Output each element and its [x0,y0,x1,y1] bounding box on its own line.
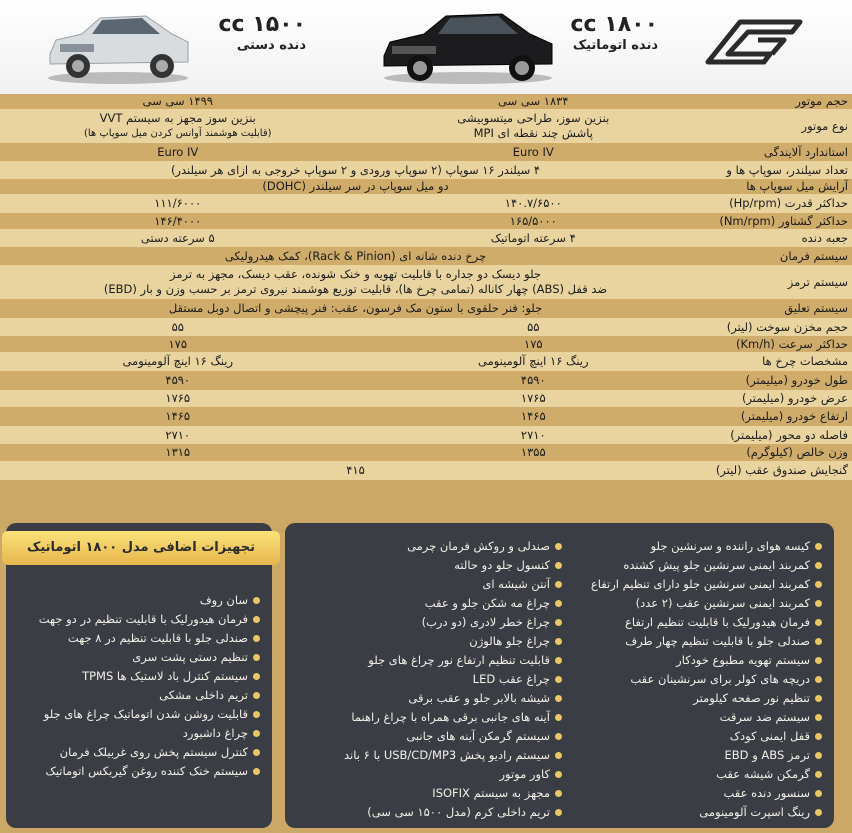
feature-text: تریم داخلی مشکی [159,688,248,702]
spec-row [0,143,852,161]
feature-text: مجهز به سیستم ISOFIX [432,786,550,800]
model-1800-gearbox: دنده اتوماتیک [572,38,658,53]
spec-value-1500 [0,194,356,213]
feature-text: قابلیت روشن شدن اتوماتیک چراغ های جلو [43,707,248,721]
standard-features-panel [285,523,834,828]
feature-text: کاور موتور [499,767,550,781]
bullet-icon [555,771,562,778]
spec-label: طول خودرو (میلیمتر) [711,371,852,390]
feature-text: کیسه هوای راننده و سرنشین جلو [650,539,810,553]
feature-text: کنسول جلو دو حالته [454,558,550,572]
bullet-icon [555,600,562,607]
spec-value-1800 [356,371,712,390]
spec-row [0,407,852,426]
spec-label: مشخصات چرخ ها [711,352,852,371]
bullet-icon [815,790,822,797]
spec-value-line: ۱۴۶۵ [165,409,191,423]
feature-item [572,689,822,708]
spec-table [0,94,852,480]
spec-value-line: چرخ دنده شانه ای (Rack & Pinion)، کمک هیدرولیکی [224,248,487,263]
spec-value-line: Euro IV [157,144,199,159]
spec-label: عرض خودرو (میلیمتر) [711,390,852,407]
feature-item [572,575,822,594]
spec-value-1800 [356,318,712,336]
feature-item [10,724,260,743]
spec-row [0,461,852,480]
spec-value-1500 [0,336,356,352]
bullet-icon [555,695,562,702]
spec-value-1800 [356,213,712,229]
feature-item [292,689,562,708]
feature-item [292,575,562,594]
spec-value-1500 [0,229,356,247]
bullet-icon [253,673,260,680]
spec-value-line: ۱۳۱۵ [165,445,191,459]
feature-text: آنتن شیشه ای [482,577,550,591]
spec-label: حجم موتور [711,94,852,109]
spec-value-1800 [356,143,712,161]
feature-text: صندلی جلو با قابلیت تنظیم چهار طرف [625,634,810,648]
feature-text: تنظیم نور صفحه کیلومتر [693,691,810,705]
bullet-icon [815,771,822,778]
spec-value-1500 [0,407,356,426]
feature-text: سیستم گرمکن آینه های جانبی [406,729,550,743]
spec-value-line: ۴ سیلندر ۱۶ سوپاپ (۲ سوپاپ ورودی و ۲ سوپاپ خروجی به ازای هر سیلندر) [170,162,541,177]
feature-text: سیستم ضد سرقت [719,710,810,724]
bullet-icon [253,730,260,737]
spec-label: سیستم فرمان [711,247,852,265]
spec-value-line: بنزین سوز مجهز به سیستم VVT [99,111,256,125]
feature-text: فرمان هیدورلیک با قابلیت تنظیم در دو جهت [38,612,248,626]
spec-row [0,179,852,194]
spec-value-line: ۲۷۱۰ [165,427,191,442]
feature-item [572,537,822,556]
spec-label: سیستم ترمز [711,265,852,299]
model-1800-cc: ۱۸۰۰ cc [570,12,658,37]
feature-item [10,743,260,762]
bullet-icon [253,654,260,661]
bullet-icon [815,619,822,626]
model-1500-gearbox: دنده دستی [236,38,306,53]
bullet-icon [815,695,822,702]
spec-value-both [0,179,711,194]
feature-text: کمربند ایمنی سرنشین جلو دارای تنظیم ارتفاع [590,577,810,591]
bullet-icon [555,581,562,588]
feature-text: رینگ اسپرت آلومینومی [699,805,810,819]
feature-text: قابلیت تنظیم ارتفاع نور چراغ های جلو [368,653,550,667]
bullet-icon [253,635,260,642]
feature-item [572,613,822,632]
bullet-icon [815,676,822,683]
spec-label: فاصله دو محور (میلیمتر) [711,426,852,444]
spec-row [0,426,852,444]
extras-panel [6,523,272,828]
spec-value-line: ضد قفل (ABS) چهار کاناله (تمامی چرخ ها)، قابلیت توزیع هوشمند نیروی ترمز بر حسب وزن و بار (EBD) [103,282,608,296]
spec-value-line: ۱۷۵ [168,336,188,351]
bullet-icon [555,714,562,721]
feature-text: چراغ خطر لادری (دو درب) [421,615,550,629]
bullet-icon [815,562,822,569]
spec-label: حجم مخزن سوخت (لیتر) [711,318,852,336]
bullet-icon [555,562,562,569]
model-1500 [196,12,306,53]
bullet-icon [253,616,260,623]
spec-value-1800 [356,426,712,444]
spec-value-line: ۴ سرعته اتوماتیک [490,230,576,245]
features-list-1 [572,537,822,822]
feature-text: سیستم رادیو پخش USB/CD/MP3 با ۶ باند [344,748,550,762]
feature-text: سیستم خنک کننده روغن گیربکس اتوماتیک [45,764,248,778]
spec-row [0,194,852,213]
spec-label: تعداد سیلندر، سوپاپ ها و [711,161,852,179]
bullet-icon [555,733,562,740]
spec-value-line: ۴۱۵ [346,463,365,477]
bullet-icon [815,543,822,550]
spec-label: آرایش میل سوپاپ ها [711,179,852,194]
feature-item [292,594,562,613]
spec-row [0,161,852,179]
feature-item [10,667,260,686]
spec-value-line: ۱۷۶۵ [520,391,546,405]
spec-label: وزن خالص (کیلوگرم) [711,444,852,461]
bullet-icon [253,768,260,775]
feature-text: چراغ عقب LED [472,672,550,686]
spec-row [0,94,852,109]
bullet-icon [815,733,822,740]
feature-text: سیستم کنترل باد لاستیک ها TPMS [82,669,248,683]
spec-value-line: ۱۷۵ [524,336,543,351]
feature-item [572,784,822,803]
feature-item [292,651,562,670]
feature-item [10,686,260,705]
spec-value-line: جلو: فنر حلقوی با ستون مک فرسون، عقب: فنر پیچشی و اتصال دوبل مستقل [168,301,543,315]
spec-value-line: ۱۶۵/۵۰۰۰ [509,213,557,228]
spec-value-1500 [0,444,356,461]
feature-item [572,670,822,689]
spec-value-line: Euro IV [512,144,554,159]
spec-value-line: ۵ سرعته دستی [140,230,215,245]
spec-value-both [0,461,711,480]
spec-value-both [0,161,711,179]
spec-row [0,265,852,299]
spec-value-line: دو میل سوپاپ در سر سیلندر (DOHC) [262,179,449,193]
spec-label: حداکثر گشتاور (Nm/rpm) [711,213,852,229]
spec-value-both [0,247,711,265]
feature-item [10,648,260,667]
feature-text: سیستم تهویه مطبوع خودکار [676,653,810,667]
spec-row [0,444,852,461]
spec-value-1800 [356,390,712,407]
spec-value-1500 [0,390,356,407]
spec-label: حداکثر سرعت (Km/h) [711,336,852,352]
feature-text: کمربند ایمنی سرنشین جلو پیش کشنده [623,558,810,572]
car-1800-image [378,4,558,86]
spec-label: ارتفاع خودرو (میلیمتر) [711,407,852,426]
spec-value-1500 [0,352,356,371]
feature-text: کمربند ایمنی سرنشین عقب (۲ عدد) [635,596,810,610]
header-banner [0,0,852,94]
feature-item [10,705,260,724]
spec-row [0,318,852,336]
spec-value-line: ۱۴۹۹ سی سی [142,94,213,108]
spec-value-line: ۱۸۳۴ سی سی [498,94,569,108]
feature-item [10,610,260,629]
spec-label: استاندارد آلایندگی [711,143,852,161]
feature-item [572,708,822,727]
feature-item [572,746,822,765]
extras-list [10,591,260,781]
feature-item [292,556,562,575]
bullet-icon [253,692,260,699]
feature-text: چراغ داشبورد [182,726,248,740]
bullet-icon [555,809,562,816]
spec-value-line: جلو دیسک دو جداره با قابلیت تهویه و خنک شونده، عقب دیسک، مجهز به ترمز [170,267,541,281]
spec-value-line: ۱۳۵۵ [520,445,546,459]
jac-logo-text: JAC [700,14,702,15]
feature-text: صندلی و روکش فرمان چرمی [407,539,550,553]
bullet-icon [815,638,822,645]
bullet-icon [815,809,822,816]
feature-text: فرمان هیدورلیک با قابلیت تنظیم ارتفاع [624,615,810,629]
spec-value-line: ۴۵۹۰ [520,373,546,387]
spec-row [0,247,852,265]
spec-value-1800 [356,336,712,352]
spec-value-line: رینگ ۱۶ اینچ آلومینومی [122,354,234,368]
spec-value-1500 [0,371,356,390]
feature-text: ترمز ABS و EBD [724,748,810,762]
spec-value-line: رینگ ۱۶ اینچ آلومینومی [477,354,589,368]
spec-row [0,229,852,247]
spec-value-1500 [0,109,356,143]
bullet-icon [815,752,822,759]
feature-text: شیشه بالابر جلو و عقب برقی [408,691,550,705]
spec-value-1500 [0,143,356,161]
spec-row [0,299,852,318]
spec-value-line: بنزین سوز، طراحی میتسوبیشی [457,111,610,125]
spec-value-line: ۱۱۱/۶۰۰۰ [154,196,202,210]
feature-item [292,803,562,822]
model-1500-cc: ۱۵۰۰ cc [218,12,306,37]
feature-text: گرمکن شیشه عقب [716,767,810,781]
spec-value-line: ۲۷۱۰ [520,427,546,442]
feature-text: کنترل سیستم پخش روی غربیلک فرمان [59,745,248,759]
spec-value-1800 [356,229,712,247]
bullet-icon [555,676,562,683]
spec-row [0,336,852,352]
bullet-icon [815,657,822,664]
spec-value-1500 [0,213,356,229]
bullet-icon [555,543,562,550]
spec-value-1500 [0,426,356,444]
feature-text: چراغ جلو هالوژن [469,634,550,648]
feature-item [292,746,562,765]
feature-item [572,651,822,670]
feature-item [572,556,822,575]
spec-value-line: پاشش چند نقطه ای MPI [473,126,593,140]
feature-text: آینه های جانبی برقی همراه با چراغ راهنما [351,710,550,724]
spec-value-1800 [356,352,712,371]
feature-item [292,765,562,784]
feature-text: تریم داخلی کرم (مدل ۱۵۰۰ سی سی) [367,805,550,819]
spec-label: حداکثر قدرت (Hp/rpm) [711,194,852,213]
bullet-icon [815,600,822,607]
feature-item [572,727,822,746]
bullet-icon [253,711,260,718]
feature-item [292,784,562,803]
features-list-2 [292,537,562,822]
feature-item [10,762,260,781]
bullet-icon [253,749,260,756]
bullet-icon [555,657,562,664]
spec-value-1800 [356,94,712,109]
feature-item [10,629,260,648]
spec-label: گنجایش صندوق عقب (لیتر) [711,461,852,480]
extras-title: تجهیزات اضافی مدل ۱۸۰۰ اتوماتیک [2,531,280,565]
feature-item [572,594,822,613]
feature-item [292,708,562,727]
jac-logo [700,14,810,74]
spec-value-line: ۵۵ [171,319,184,334]
spec-value-line: ۱۴۶۵ [520,409,546,423]
spec-value-1500 [0,94,356,109]
spec-value-line: ۱۷۶۵ [165,391,191,405]
bullet-icon [815,714,822,721]
feature-item [292,632,562,651]
spec-row [0,352,852,371]
feature-text: قفل ایمنی کودک [729,729,810,743]
spec-value-line: ۵۵ [527,319,540,334]
feature-item [292,613,562,632]
feature-item [292,727,562,746]
spec-value-line: ۴۵۹۰ [165,373,191,387]
spec-label: جعبه دنده [711,229,852,247]
feature-item [292,537,562,556]
model-1800 [560,12,658,53]
feature-text: دریچه های کولر برای سرنشینان عقب [630,672,810,686]
spec-value-line: (قابلیت هوشمند آوانس کردن میل سوپاپ ها) [83,128,272,139]
bullet-icon [555,752,562,759]
feature-text: صندلی جلو با قابلیت تنظیم در ۸ جهت [67,631,248,645]
feature-item [572,632,822,651]
spec-value-1800 [356,109,712,143]
spec-row [0,371,852,390]
spec-value-line: ۱۴۰.۷/۶۵۰۰ [504,196,562,210]
spec-value-1800 [356,407,712,426]
spec-row [0,109,852,143]
spec-value-1800 [356,444,712,461]
bullet-icon [555,790,562,797]
bullet-icon [555,638,562,645]
feature-item [572,765,822,784]
spec-value-1800 [356,194,712,213]
spec-value-both [0,265,711,299]
feature-item [572,803,822,822]
spec-row [0,390,852,407]
spec-label: سیستم تعلیق [711,299,852,318]
spec-value-line: ۱۴۶/۴۰۰۰ [154,213,202,228]
bullet-icon [815,581,822,588]
spec-value-1500 [0,318,356,336]
feature-item [10,591,260,610]
spec-row [0,213,852,229]
feature-text: سنسور دنده عقب [723,786,810,800]
bullet-icon [555,619,562,626]
car-1500-image [42,4,194,86]
bullet-icon [253,597,260,604]
feature-text: تنظیم دستی پشت سری [132,650,248,664]
spec-value-both [0,299,711,318]
feature-item [292,670,562,689]
spec-label: نوع موتور [711,109,852,143]
feature-text: سان روف [199,593,248,607]
feature-text: چراغ مه شکن جلو و عقب [424,596,550,610]
